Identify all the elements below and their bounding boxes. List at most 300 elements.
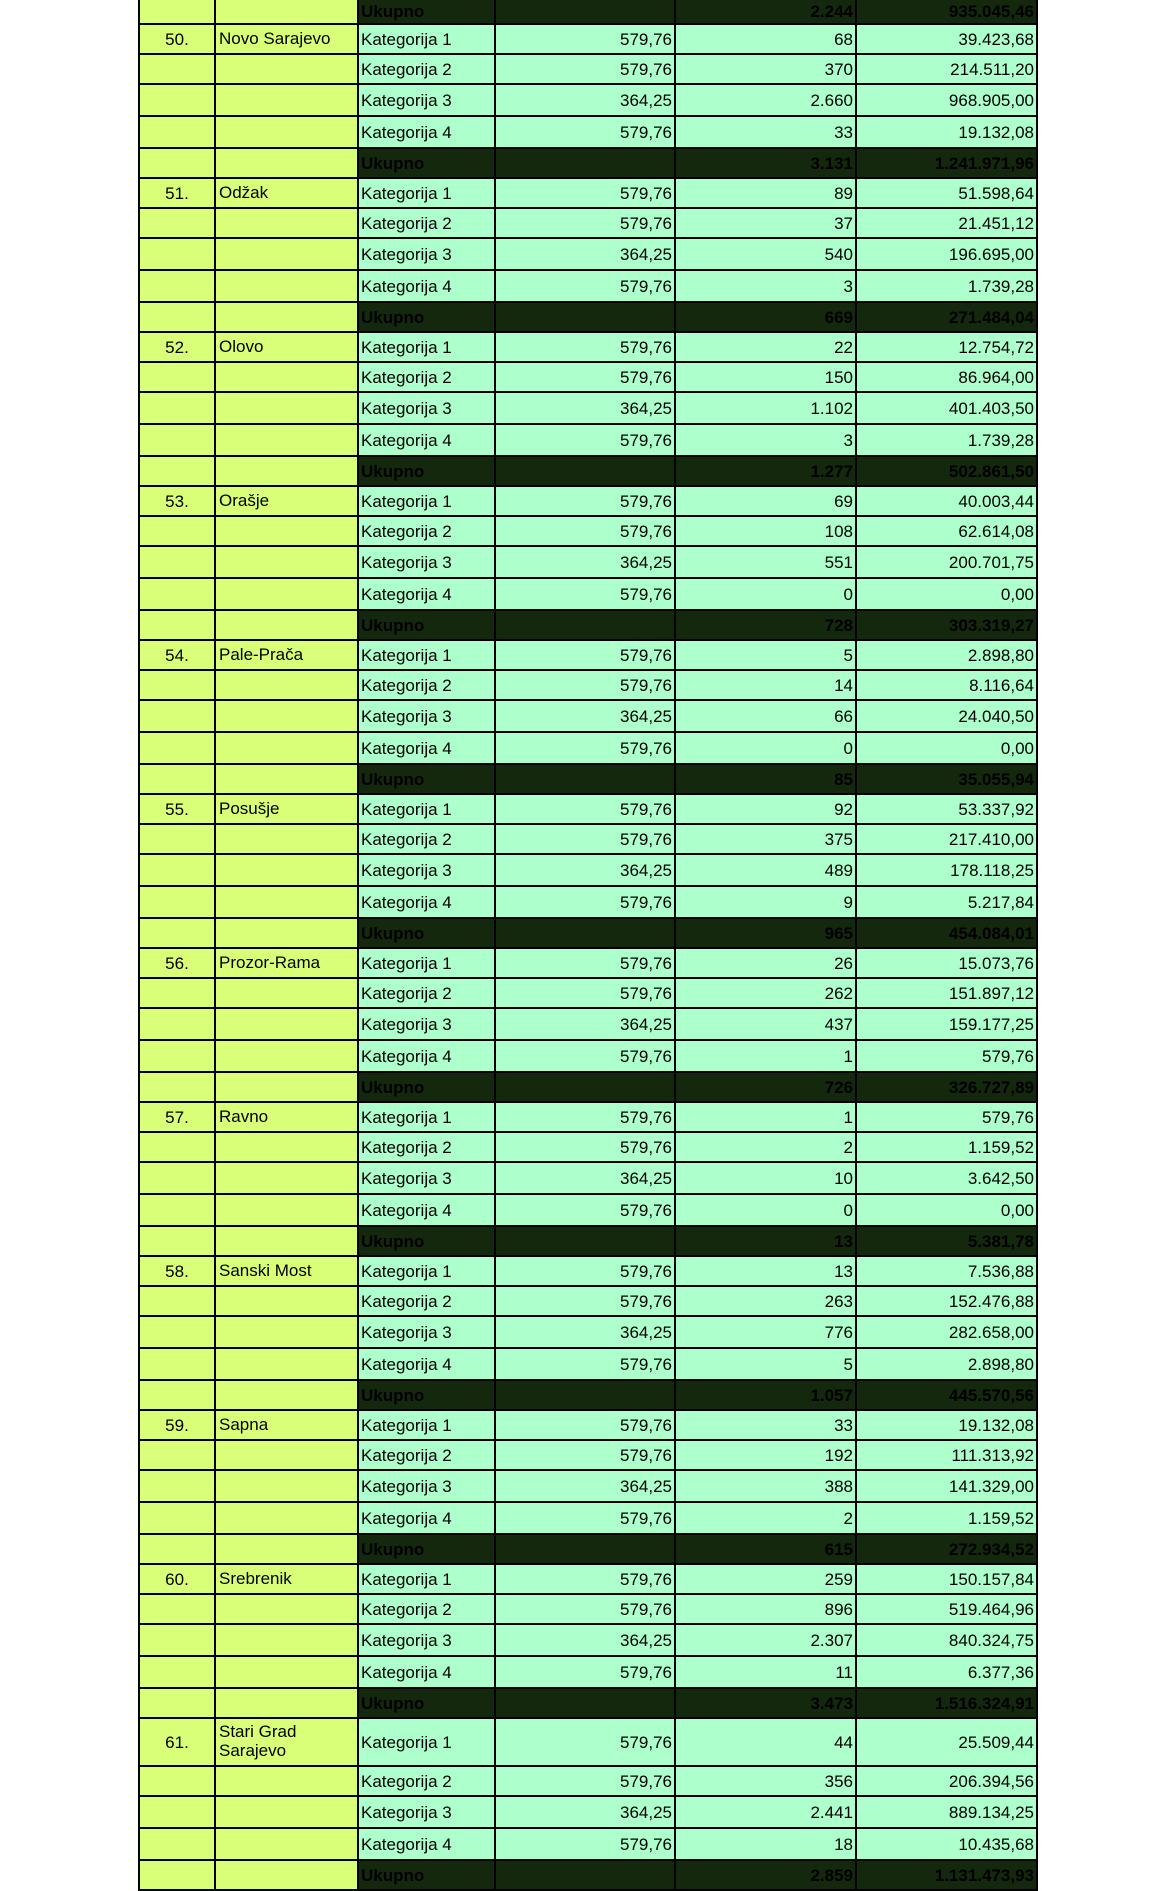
table-row <box>140 671 1036 701</box>
table-body <box>138 0 1038 1891</box>
municipality-cell <box>216 1009 359 1039</box>
unit-price-cell <box>496 1381 676 1409</box>
amount-cell: 151.897,12 <box>857 979 1036 1007</box>
category-cell: Kategorija 1 <box>359 1719 496 1765</box>
count-cell: 388 <box>676 1471 857 1501</box>
table-row <box>140 1103 1036 1133</box>
amount-cell: 7.536,88 <box>857 1257 1036 1285</box>
count-cell: 3.131 <box>676 149 857 177</box>
total-row <box>140 1381 1036 1411</box>
row-number-cell: 54. <box>140 641 216 669</box>
table-row <box>140 1595 1036 1625</box>
count-cell: 669 <box>676 303 857 331</box>
amount-cell: 10.435,68 <box>857 1829 1036 1859</box>
municipality-cell: Odžak <box>216 179 359 207</box>
count-cell: 728 <box>676 611 857 639</box>
category-cell: Kategorija 1 <box>359 179 496 207</box>
amount-cell: 217.410,00 <box>857 825 1036 853</box>
count-cell: 1 <box>676 1103 857 1131</box>
count-cell: 3.473 <box>676 1689 857 1717</box>
municipality-cell <box>216 1625 359 1655</box>
municipality-cell <box>216 919 359 947</box>
row-number-cell <box>140 979 216 1007</box>
row-number-cell <box>140 611 216 639</box>
amount-cell: 178.118,25 <box>857 855 1036 885</box>
unit-price-cell: 579,76 <box>496 209 676 237</box>
count-cell: 615 <box>676 1535 857 1563</box>
category-cell: Kategorija 4 <box>359 425 496 455</box>
count-cell: 69 <box>676 487 857 515</box>
category-cell: Kategorija 4 <box>359 271 496 301</box>
table-row <box>140 979 1036 1009</box>
municipality-cell <box>216 1503 359 1533</box>
table-row <box>140 425 1036 457</box>
unit-price-cell: 579,76 <box>496 179 676 207</box>
category-cell: Kategorija 4 <box>359 1041 496 1071</box>
unit-price-cell: 579,76 <box>496 25 676 53</box>
count-cell: 9 <box>676 887 857 917</box>
table-row <box>140 547 1036 579</box>
unit-price-cell: 579,76 <box>496 1767 676 1795</box>
unit-price-cell <box>496 765 676 793</box>
count-cell: 2.441 <box>676 1797 857 1827</box>
category-cell: Kategorija 3 <box>359 239 496 269</box>
municipality-cell <box>216 393 359 423</box>
table-row <box>140 55 1036 85</box>
unit-price-cell: 579,76 <box>496 1441 676 1469</box>
amount-cell: 39.423,68 <box>857 25 1036 53</box>
count-cell: 262 <box>676 979 857 1007</box>
municipality-cell <box>216 149 359 177</box>
category-cell: Kategorija 1 <box>359 949 496 977</box>
unit-price-cell: 579,76 <box>496 425 676 455</box>
amount-cell: 214.511,20 <box>857 55 1036 83</box>
amount-cell: 579,76 <box>857 1041 1036 1071</box>
municipality-cell <box>216 1441 359 1469</box>
category-cell: Kategorija 4 <box>359 1195 496 1225</box>
amount-cell: 502.861,50 <box>857 457 1036 485</box>
municipality-cell <box>216 1657 359 1687</box>
row-number-cell: 50. <box>140 25 216 53</box>
municipality-cell <box>216 825 359 853</box>
table-row <box>140 701 1036 733</box>
category-cell: Kategorija 4 <box>359 733 496 763</box>
amount-cell: 53.337,92 <box>857 795 1036 823</box>
amount-cell: 19.132,08 <box>857 1411 1036 1439</box>
table-row <box>140 333 1036 363</box>
table-row <box>140 641 1036 671</box>
municipality-cell <box>216 733 359 763</box>
count-cell: 108 <box>676 517 857 545</box>
unit-price-cell: 579,76 <box>496 671 676 699</box>
amount-cell: 2.898,80 <box>857 641 1036 669</box>
count-cell: 0 <box>676 1195 857 1225</box>
row-number-cell <box>140 517 216 545</box>
spreadsheet-table <box>138 0 1038 1891</box>
unit-price-cell: 579,76 <box>496 949 676 977</box>
total-row <box>140 1689 1036 1719</box>
category-cell: Kategorija 1 <box>359 1257 496 1285</box>
amount-cell: 206.394,56 <box>857 1767 1036 1795</box>
row-number-cell <box>140 1195 216 1225</box>
row-number-cell <box>140 1009 216 1039</box>
category-cell: Kategorija 1 <box>359 795 496 823</box>
count-cell: 2.660 <box>676 85 857 115</box>
count-cell: 68 <box>676 25 857 53</box>
amount-cell: 0,00 <box>857 1195 1036 1225</box>
municipality-cell <box>216 517 359 545</box>
table-row <box>140 1009 1036 1041</box>
unit-price-cell: 364,25 <box>496 1317 676 1347</box>
municipality-cell <box>216 765 359 793</box>
municipality-cell <box>216 701 359 731</box>
municipality-cell <box>216 887 359 917</box>
amount-cell: 303.319,27 <box>857 611 1036 639</box>
row-number-cell <box>140 1595 216 1623</box>
unit-price-cell: 579,76 <box>496 1041 676 1071</box>
row-number-cell <box>140 457 216 485</box>
municipality-cell: Sapna <box>216 1411 359 1439</box>
category-cell: Ukupno <box>359 1535 496 1563</box>
amount-cell: 401.403,50 <box>857 393 1036 423</box>
municipality-cell <box>216 1349 359 1379</box>
category-cell: Ukupno <box>359 1381 496 1409</box>
municipality-cell <box>216 1163 359 1193</box>
count-cell: 3 <box>676 271 857 301</box>
row-number-cell <box>140 579 216 609</box>
count-cell: 11 <box>676 1657 857 1687</box>
unit-price-cell: 579,76 <box>496 641 676 669</box>
amount-cell: 519.464,96 <box>857 1595 1036 1623</box>
municipality-cell <box>216 303 359 331</box>
category-cell: Kategorija 2 <box>359 1767 496 1795</box>
row-number-cell: 56. <box>140 949 216 977</box>
total-row <box>140 0 1036 25</box>
row-number-cell <box>140 887 216 917</box>
total-row <box>140 1227 1036 1257</box>
unit-price-cell <box>496 0 676 23</box>
unit-price-cell: 579,76 <box>496 1657 676 1687</box>
category-cell: Kategorija 4 <box>359 887 496 917</box>
amount-cell: 1.739,28 <box>857 425 1036 455</box>
unit-price-cell: 579,76 <box>496 363 676 391</box>
amount-cell: 21.451,12 <box>857 209 1036 237</box>
unit-price-cell: 579,76 <box>496 795 676 823</box>
amount-cell: 62.614,08 <box>857 517 1036 545</box>
row-number-cell <box>140 55 216 83</box>
total-row <box>140 457 1036 487</box>
count-cell: 13 <box>676 1257 857 1285</box>
count-cell: 356 <box>676 1767 857 1795</box>
row-number-cell <box>140 1041 216 1071</box>
count-cell: 540 <box>676 239 857 269</box>
row-number-cell: 52. <box>140 333 216 361</box>
unit-price-cell: 579,76 <box>496 487 676 515</box>
unit-price-cell: 579,76 <box>496 887 676 917</box>
category-cell: Kategorija 2 <box>359 825 496 853</box>
category-cell: Kategorija 3 <box>359 855 496 885</box>
municipality-cell <box>216 1287 359 1315</box>
table-row <box>140 1163 1036 1195</box>
table-row <box>140 1471 1036 1503</box>
row-number-cell <box>140 1767 216 1795</box>
table-row <box>140 825 1036 855</box>
row-number-cell: 60. <box>140 1565 216 1593</box>
amount-cell: 840.324,75 <box>857 1625 1036 1655</box>
row-number-cell <box>140 765 216 793</box>
municipality-cell <box>216 1535 359 1563</box>
municipality-cell <box>216 547 359 577</box>
municipality-cell: Sanski Most <box>216 1257 359 1285</box>
table-row <box>140 1657 1036 1689</box>
municipality-cell: Orašje <box>216 487 359 515</box>
unit-price-cell: 579,76 <box>496 117 676 147</box>
unit-price-cell: 579,76 <box>496 55 676 83</box>
unit-price-cell <box>496 919 676 947</box>
amount-cell: 8.116,64 <box>857 671 1036 699</box>
amount-cell: 150.157,84 <box>857 1565 1036 1593</box>
category-cell: Kategorija 1 <box>359 25 496 53</box>
row-number-cell <box>140 85 216 115</box>
category-cell: Kategorija 2 <box>359 363 496 391</box>
unit-price-cell: 364,25 <box>496 393 676 423</box>
unit-price-cell: 579,76 <box>496 979 676 1007</box>
unit-price-cell <box>496 303 676 331</box>
row-number-cell <box>140 209 216 237</box>
category-cell: Kategorija 3 <box>359 1471 496 1501</box>
amount-cell: 0,00 <box>857 733 1036 763</box>
row-number-cell <box>140 825 216 853</box>
table-row <box>140 1133 1036 1163</box>
unit-price-cell <box>496 1227 676 1255</box>
count-cell: 776 <box>676 1317 857 1347</box>
municipality-cell <box>216 239 359 269</box>
row-number-cell <box>140 363 216 391</box>
count-cell: 33 <box>676 117 857 147</box>
count-cell: 18 <box>676 1829 857 1859</box>
unit-price-cell: 579,76 <box>496 825 676 853</box>
total-row <box>140 611 1036 641</box>
row-number-cell <box>140 1503 216 1533</box>
row-number-cell: 57. <box>140 1103 216 1131</box>
unit-price-cell: 579,76 <box>496 1257 676 1285</box>
count-cell: 370 <box>676 55 857 83</box>
category-cell: Ukupno <box>359 765 496 793</box>
table-row <box>140 1411 1036 1441</box>
total-row <box>140 1535 1036 1565</box>
row-number-cell <box>140 425 216 455</box>
table-row <box>140 579 1036 611</box>
unit-price-cell: 579,76 <box>496 1133 676 1161</box>
row-number-cell <box>140 1287 216 1315</box>
unit-price-cell: 579,76 <box>496 1595 676 1623</box>
row-number-cell <box>140 1227 216 1255</box>
category-cell: Kategorija 2 <box>359 55 496 83</box>
category-cell: Ukupno <box>359 303 496 331</box>
category-cell: Ukupno <box>359 0 496 23</box>
municipality-cell <box>216 1595 359 1623</box>
amount-cell: 454.084,01 <box>857 919 1036 947</box>
row-number-cell: 61. <box>140 1719 216 1765</box>
unit-price-cell <box>496 611 676 639</box>
municipality-cell <box>216 1689 359 1717</box>
count-cell: 0 <box>676 579 857 609</box>
municipality-cell <box>216 979 359 1007</box>
category-cell: Kategorija 3 <box>359 1797 496 1827</box>
unit-price-cell: 364,25 <box>496 239 676 269</box>
row-number-cell <box>140 149 216 177</box>
row-number-cell <box>140 919 216 947</box>
amount-cell: 1.241.971,96 <box>857 149 1036 177</box>
row-number-cell <box>140 393 216 423</box>
unit-price-cell: 579,76 <box>496 1503 676 1533</box>
row-number-cell: 55. <box>140 795 216 823</box>
count-cell: 1.277 <box>676 457 857 485</box>
count-cell: 375 <box>676 825 857 853</box>
category-cell: Kategorija 3 <box>359 1625 496 1655</box>
category-cell: Kategorija 1 <box>359 487 496 515</box>
count-cell: 14 <box>676 671 857 699</box>
row-number-cell: 51. <box>140 179 216 207</box>
table-row <box>140 1767 1036 1797</box>
municipality-cell <box>216 117 359 147</box>
amount-cell: 1.159,52 <box>857 1133 1036 1161</box>
table-row <box>140 733 1036 765</box>
municipality-cell: Prozor-Rama <box>216 949 359 977</box>
row-number-cell <box>140 1073 216 1101</box>
category-cell: Kategorija 1 <box>359 1411 496 1439</box>
count-cell: 44 <box>676 1719 857 1765</box>
amount-cell: 25.509,44 <box>857 1719 1036 1765</box>
municipality-cell <box>216 611 359 639</box>
row-number-cell: 53. <box>140 487 216 515</box>
row-number-cell: 59. <box>140 1411 216 1439</box>
municipality-cell: Olovo <box>216 333 359 361</box>
amount-cell: 111.313,92 <box>857 1441 1036 1469</box>
municipality-cell <box>216 55 359 83</box>
table-row <box>140 85 1036 117</box>
row-number-cell <box>140 1471 216 1501</box>
unit-price-cell: 364,25 <box>496 1471 676 1501</box>
category-cell: Ukupno <box>359 1689 496 1717</box>
category-cell: Kategorija 3 <box>359 393 496 423</box>
count-cell: 3 <box>676 425 857 455</box>
unit-price-cell <box>496 1073 676 1101</box>
category-cell: Ukupno <box>359 457 496 485</box>
count-cell: 13 <box>676 1227 857 1255</box>
row-number-cell <box>140 303 216 331</box>
category-cell: Ukupno <box>359 149 496 177</box>
amount-cell: 889.134,25 <box>857 1797 1036 1827</box>
municipality-cell: Pale-Prača <box>216 641 359 669</box>
municipality-cell: Posušje <box>216 795 359 823</box>
count-cell: 0 <box>676 733 857 763</box>
amount-cell: 1.516.324,91 <box>857 1689 1036 1717</box>
municipality-cell <box>216 85 359 115</box>
row-number-cell <box>140 1625 216 1655</box>
row-number-cell <box>140 547 216 577</box>
table-row <box>140 1441 1036 1471</box>
category-cell: Kategorija 2 <box>359 209 496 237</box>
row-number-cell <box>140 671 216 699</box>
category-cell: Ukupno <box>359 1861 496 1889</box>
count-cell: 437 <box>676 1009 857 1039</box>
unit-price-cell <box>496 1689 676 1717</box>
table-row <box>140 887 1036 919</box>
unit-price-cell: 579,76 <box>496 1719 676 1765</box>
table-row <box>140 795 1036 825</box>
category-cell: Ukupno <box>359 611 496 639</box>
row-number-cell <box>140 239 216 269</box>
municipality-cell <box>216 457 359 485</box>
municipality-cell <box>216 1133 359 1161</box>
municipality-cell <box>216 1317 359 1347</box>
unit-price-cell: 579,76 <box>496 1829 676 1859</box>
table-row <box>140 363 1036 393</box>
table-row <box>140 855 1036 887</box>
unit-price-cell: 579,76 <box>496 1287 676 1315</box>
count-cell: 2 <box>676 1133 857 1161</box>
count-cell: 66 <box>676 701 857 731</box>
category-cell: Kategorija 2 <box>359 1287 496 1315</box>
unit-price-cell: 579,76 <box>496 1565 676 1593</box>
municipality-cell <box>216 579 359 609</box>
municipality-cell <box>216 855 359 885</box>
unit-price-cell: 579,76 <box>496 579 676 609</box>
unit-price-cell <box>496 149 676 177</box>
count-cell: 5 <box>676 1349 857 1379</box>
total-row <box>140 303 1036 333</box>
amount-cell: 196.695,00 <box>857 239 1036 269</box>
row-number-cell <box>140 1829 216 1859</box>
count-cell: 5 <box>676 641 857 669</box>
category-cell: Kategorija 2 <box>359 1133 496 1161</box>
table-row <box>140 25 1036 55</box>
unit-price-cell: 579,76 <box>496 733 676 763</box>
amount-cell: 6.377,36 <box>857 1657 1036 1687</box>
amount-cell: 1.739,28 <box>857 271 1036 301</box>
count-cell: 37 <box>676 209 857 237</box>
municipality-cell: Srebrenik <box>216 1565 359 1593</box>
total-row <box>140 1861 1036 1891</box>
category-cell: Kategorija 4 <box>359 117 496 147</box>
row-number-cell <box>140 271 216 301</box>
amount-cell: 3.642,50 <box>857 1163 1036 1193</box>
unit-price-cell <box>496 1535 676 1563</box>
table-row <box>140 209 1036 239</box>
count-cell: 263 <box>676 1287 857 1315</box>
table-row <box>140 1287 1036 1317</box>
category-cell: Kategorija 3 <box>359 85 496 115</box>
municipality-cell <box>216 271 359 301</box>
row-number-cell <box>140 1163 216 1193</box>
municipality-cell <box>216 1073 359 1101</box>
count-cell: 551 <box>676 547 857 577</box>
amount-cell: 271.484,04 <box>857 303 1036 331</box>
count-cell: 896 <box>676 1595 857 1623</box>
amount-cell: 1.159,52 <box>857 1503 1036 1533</box>
unit-price-cell: 579,76 <box>496 1195 676 1225</box>
row-number-cell <box>140 1861 216 1889</box>
table-row <box>140 1317 1036 1349</box>
count-cell: 150 <box>676 363 857 391</box>
unit-price-cell <box>496 457 676 485</box>
amount-cell: 2.898,80 <box>857 1349 1036 1379</box>
count-cell: 259 <box>676 1565 857 1593</box>
count-cell: 726 <box>676 1073 857 1101</box>
municipality-cell <box>216 1829 359 1859</box>
table-row <box>140 179 1036 209</box>
